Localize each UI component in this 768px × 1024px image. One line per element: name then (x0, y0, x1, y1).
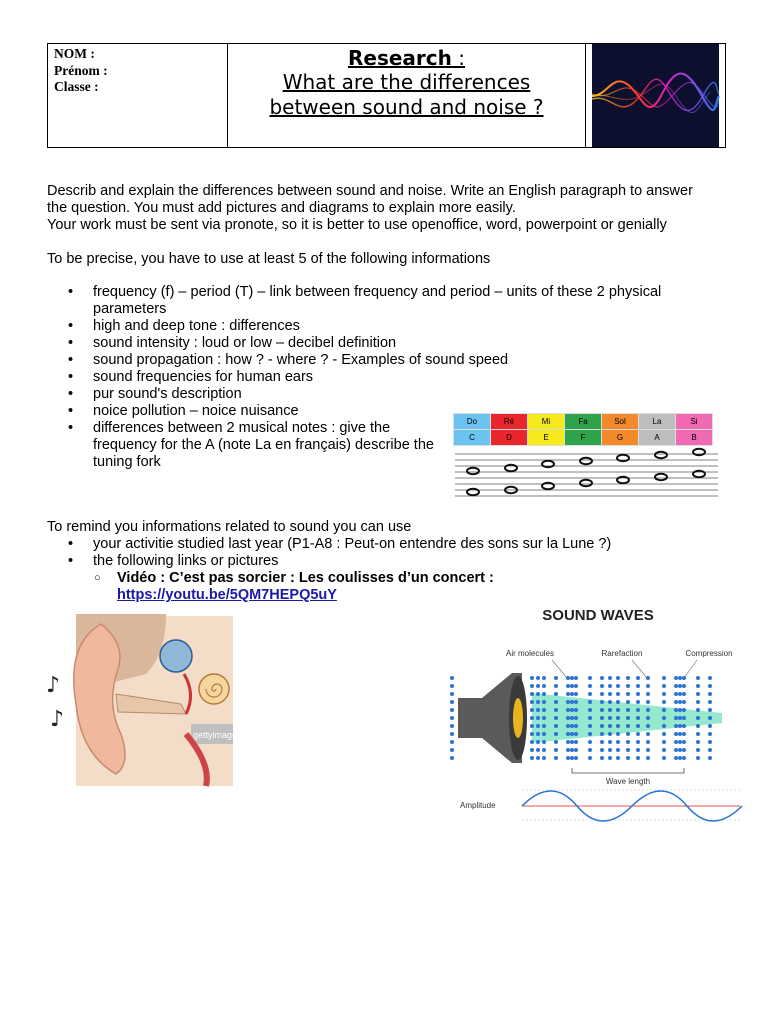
note-cell: Do (454, 414, 491, 430)
note-cell: Mi (528, 414, 565, 430)
ear-image-watermark: gettyimages (193, 730, 242, 740)
solfege-row (454, 414, 713, 430)
note-cell: D (491, 430, 528, 446)
note-cell: C (454, 430, 491, 446)
list-item: • differences between 2 musical notes : give the frequency for the A (note La en français) describe the tuning fork (47, 420, 438, 471)
video-link[interactable]: https://youtu.be/5QM7HEPQ5uY (117, 587, 337, 603)
list-item: • sound frequencies for human ears (47, 369, 447, 386)
intro-line-2: the question. You must add pictures and diagrams to explain more easily. (47, 200, 516, 216)
list-item: • your activitie studied last year (P1-A8 : Peut-on entendre des sons sur la Lune ?) (47, 536, 727, 553)
sound-wave-hero-image (592, 44, 719, 147)
precise-instruction: To be precise, you have to use at least 5 of the following informations (47, 251, 491, 267)
intro-line-3: Your work must be sent via pronote, so it is better to use openoffice, word, powerpoint or genially (47, 217, 667, 233)
list-item: • high and deep tone : differences (47, 318, 447, 335)
musical-notes-table (453, 413, 713, 446)
note-cell: La (639, 414, 676, 430)
note-cell: B (676, 430, 713, 446)
video-label: ○ Vidéo : C’est pas sorcier : Les coulisses d’un concert : (117, 570, 494, 586)
ear-anatomy-image (46, 614, 242, 789)
note-cell: A (639, 430, 676, 446)
list-item: • noice pollution – noice nuisance (47, 403, 447, 420)
student-info-cell (48, 44, 228, 148)
prenom-label: Prénom : (54, 62, 108, 78)
svg-text:♪: ♪ (46, 673, 61, 698)
amplitude-label: Amplitude (460, 801, 496, 810)
compression-label: Compression (685, 649, 733, 658)
note-cell: E (528, 430, 565, 446)
music-staff-image (453, 448, 720, 504)
rarefaction-label: Rarefaction (601, 649, 643, 658)
title-text: Research (348, 46, 452, 70)
list-item: • sound propagation : how ? - where ? - Examples of sound speed (47, 352, 613, 369)
svg-text:♪: ♪ (50, 707, 65, 732)
air-molecules-label: Air molecules (505, 649, 555, 658)
list-item: • sound intensity : loud or low – decibel definition (47, 335, 447, 352)
note-cell: Sol (602, 414, 639, 430)
header-table (47, 43, 726, 148)
list-item: • frequency (f) – period (T) – link between frequency and period – units of these 2 physical parameters (47, 284, 713, 318)
title-cell (228, 44, 586, 148)
note-cell: Ré (491, 414, 528, 430)
note-cell: F (565, 430, 602, 446)
question-line-2: between sound and noise ? (269, 95, 544, 119)
wave-length-label: Wave length (605, 777, 651, 786)
letter-row (454, 430, 713, 446)
remind-list (47, 536, 727, 570)
sound-waves-diagram (452, 598, 744, 830)
list-item: • the following links or pictures (47, 553, 727, 570)
information-list-1 (47, 284, 727, 318)
classe-label: Classe : (54, 79, 99, 94)
note-cell: Si (676, 414, 713, 430)
question-line-1: What are the differences (282, 70, 531, 94)
waves-title: SOUND WAVES (542, 607, 654, 624)
note-cell: G (602, 430, 639, 446)
hero-image-cell (586, 44, 726, 148)
list-item: • pur sound's description (47, 386, 447, 403)
title-colon: : (451, 46, 465, 70)
page-title (228, 46, 585, 70)
intro-line-1: Describ and explain the differences between sound and noise. Write an English paragraph to answer (47, 183, 693, 199)
intro-paragraph (47, 183, 693, 234)
note-cell: Fa (565, 414, 602, 430)
remind-heading: To remind you informations related to sound you can use (47, 519, 412, 535)
nom-label: NOM : (54, 46, 95, 61)
